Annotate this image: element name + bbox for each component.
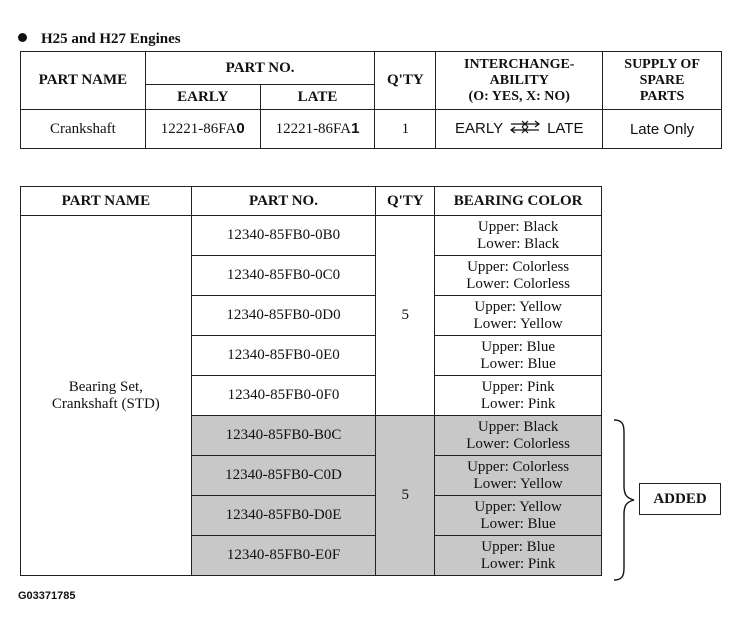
bearing-part-no-added: 12340-85FB0-C0D	[191, 456, 376, 496]
crankshaft-qty: 1	[375, 110, 436, 149]
section-heading	[18, 31, 181, 48]
header2-qty: Q'TY	[376, 187, 435, 216]
bearing-color-cell-added	[435, 456, 602, 496]
section-title: H25 and H27 Engines	[41, 31, 181, 47]
bearing-upper: Upper: Colorless	[467, 458, 570, 475]
interchange-not-both-ways-icon	[509, 120, 541, 138]
header-qty: Q'TY	[375, 52, 436, 110]
header-interchangeability-line3: (O: YES, X: NO)	[468, 88, 570, 104]
bearing-upper: Upper: Black	[477, 218, 559, 235]
bearing-upper: Upper: Colorless	[467, 258, 570, 275]
header-supply-line3: PARTS	[639, 88, 685, 104]
bearing-lower: Lower: Blue	[480, 355, 556, 372]
header-interchangeability-line1: INTERCHANGE-	[464, 56, 575, 72]
header-supply	[603, 52, 722, 110]
bearing-lower: Lower: Pink	[480, 395, 556, 412]
header-early: EARLY	[145, 85, 260, 110]
early-part-suffix: 0	[236, 120, 245, 137]
crankshaft-table	[20, 51, 722, 149]
bearing-upper: Upper: Pink	[481, 378, 555, 395]
bearing-upper: Upper: Black	[477, 418, 559, 435]
bearing-qty-group1: 5	[376, 216, 435, 416]
header-part-no: PART NO.	[145, 52, 375, 85]
crankshaft-supply: Late Only	[603, 110, 722, 149]
bearing-lower: Lower: Pink	[480, 555, 556, 572]
crankshaft-interchangeability	[436, 110, 603, 149]
bearing-upper: Upper: Blue	[481, 338, 555, 355]
interchange-early-label: EARLY	[455, 119, 504, 137]
late-part-suffix: 1	[351, 120, 360, 137]
crankshaft-late-part-no	[260, 110, 375, 149]
interchange-late-label: LATE	[547, 119, 584, 137]
bearing-color-cell	[435, 376, 602, 416]
bearing-upper: Upper: Yellow	[474, 498, 562, 515]
bearing-part-no: 12340-85FB0-0D0	[191, 296, 376, 336]
figure-code: G03371785	[18, 590, 76, 602]
bearing-color-cell	[435, 256, 602, 296]
header-supply-line2: SPARE	[639, 72, 685, 88]
bearing-color-cell	[435, 296, 602, 336]
header2-part-name: PART NAME	[21, 187, 192, 216]
bearing-part-no: 12340-85FB0-0F0	[191, 376, 376, 416]
bearing-part-no-added: 12340-85FB0-B0C	[191, 416, 376, 456]
bearing-set-table	[20, 186, 602, 576]
bearing-set-part-name	[21, 216, 192, 576]
bearing-qty-group2: 5	[376, 416, 435, 576]
added-brace-icon	[612, 418, 638, 587]
bearing-upper: Upper: Yellow	[474, 298, 562, 315]
bearing-upper: Upper: Blue	[481, 538, 555, 555]
crankshaft-part-name: Crankshaft	[21, 110, 146, 149]
bearing-lower: Lower: Yellow	[473, 475, 563, 492]
bearing-lower: Lower: Yellow	[473, 315, 563, 332]
bearing-color-cell	[435, 216, 602, 256]
bearing-part-no-added: 12340-85FB0-D0E	[191, 496, 376, 536]
bearing-color-cell-added	[435, 416, 602, 456]
bearing-part-no: 12340-85FB0-0E0	[191, 336, 376, 376]
header2-bearing-color: BEARING COLOR	[435, 187, 602, 216]
bearing-color-cell-added	[435, 496, 602, 536]
bearing-lower: Lower: Colorless	[466, 435, 570, 452]
header-part-name: PART NAME	[21, 52, 146, 110]
bearing-set-name-line1: Bearing Set,	[68, 378, 143, 395]
bearing-part-no-added: 12340-85FB0-E0F	[191, 536, 376, 576]
crankshaft-early-part-no	[145, 110, 260, 149]
early-part-prefix: 12221-86FA	[160, 121, 237, 137]
header-late: LATE	[260, 85, 375, 110]
bearing-part-no: 12340-85FB0-0C0	[191, 256, 376, 296]
header-supply-line1: SUPPLY OF	[624, 56, 700, 72]
added-label: ADDED	[639, 483, 721, 515]
bearing-color-cell-added	[435, 536, 602, 576]
late-part-prefix: 12221-86FA	[275, 121, 352, 137]
header-interchangeability	[436, 52, 603, 110]
bearing-lower: Lower: Blue	[480, 515, 556, 532]
header2-part-no: PART NO.	[191, 187, 376, 216]
bearing-part-no: 12340-85FB0-0B0	[191, 216, 376, 256]
bearing-color-cell	[435, 336, 602, 376]
bullet-icon	[18, 33, 27, 42]
bearing-lower: Lower: Black	[477, 235, 560, 252]
header-interchangeability-line2: ABILITY	[489, 72, 549, 88]
bearing-set-name-line2: Crankshaft (STD)	[51, 395, 160, 412]
bearing-lower: Lower: Colorless	[466, 275, 570, 292]
